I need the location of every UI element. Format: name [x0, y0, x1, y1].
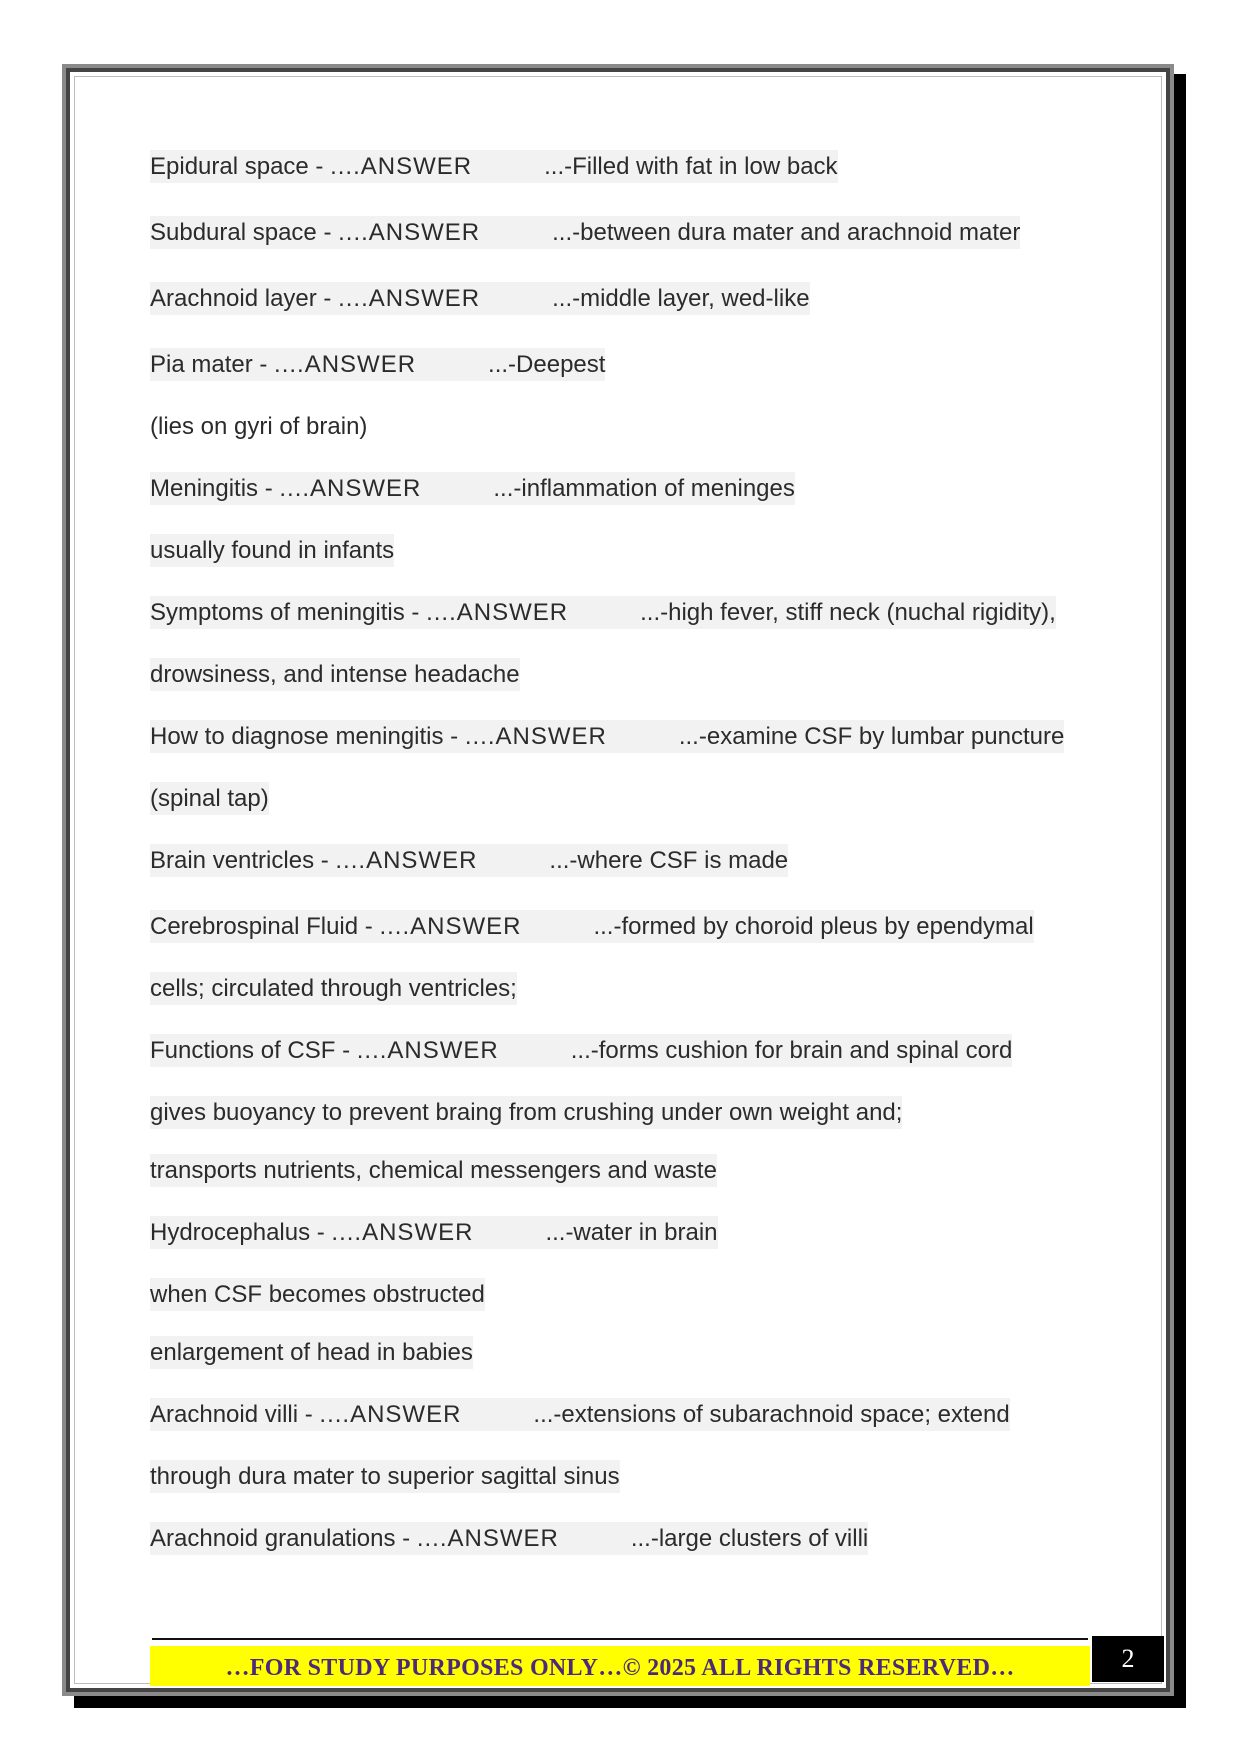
qa-entry [150, 910, 1034, 943]
footer-rule [152, 1638, 1088, 1640]
term: Arachnoid layer - [150, 285, 339, 312]
term: Functions of CSF - [150, 1037, 357, 1064]
definition: ...-middle layer, wed-like [552, 285, 810, 312]
continuation-line: (spinal tap) [150, 782, 269, 815]
definition: ...-examine CSF by lumbar puncture [678, 723, 1065, 750]
continuation-line: transports nutrients, chemical messengers and waste [150, 1154, 717, 1187]
term: Cerebrospinal Fluid - [150, 913, 380, 940]
continuation-line: drowsiness, and intense headache [150, 658, 520, 691]
answer-label: ....ANSWER [331, 1219, 474, 1246]
answer-label: ....ANSWER [426, 599, 569, 626]
definition: ...-high fever, stiff neck (nuchal rigidity), [640, 599, 1056, 626]
term: Symptoms of meningitis - [150, 599, 427, 626]
page-number: 2 [1121, 1644, 1135, 1673]
answer-label: ....ANSWER [335, 847, 478, 874]
continuation-line: cells; circulated through ventricles; [150, 972, 517, 1005]
definition: ...-between dura mater and arachnoid mater [552, 219, 1021, 246]
footer-text: …FOR STUDY PURPOSES ONLY…© 2025 ALL RIGHTS RESERVED… [225, 1655, 1015, 1681]
qa-entry [150, 1398, 1010, 1431]
answer-label: ....ANSWER [319, 1401, 462, 1428]
answer-label: ....ANSWER [464, 723, 607, 750]
definition: ...-large clusters of villi [630, 1525, 869, 1552]
definition: ...-forms cushion for brain and spinal cord [570, 1037, 1013, 1064]
term: Meningitis - [150, 475, 280, 502]
qa-entry [150, 1034, 1012, 1067]
term: Subdural space - [150, 219, 339, 246]
definition: ...-water in brain [545, 1219, 718, 1246]
continuation-line: (lies on gyri of brain) [150, 413, 368, 440]
qa-entry [150, 282, 810, 315]
continuation-line: usually found in infants [150, 534, 394, 567]
answer-label: ....ANSWER [338, 285, 481, 312]
qa-entry [150, 1522, 868, 1555]
definition: ...-extensions of subarachnoid space; extend [533, 1401, 1010, 1428]
definition: ...-Deepest [488, 351, 606, 378]
qa-entry [150, 150, 838, 183]
answer-label: ....ANSWER [330, 153, 473, 180]
qa-entry [150, 1216, 718, 1249]
term: How to diagnose meningitis - [150, 723, 465, 750]
answer-label: ....ANSWER [379, 913, 522, 940]
answer-label: ....ANSWER [274, 351, 417, 378]
qa-entry [150, 720, 1064, 753]
term: Pia mater - [150, 351, 275, 378]
continuation-line: enlargement of head in babies [150, 1336, 473, 1369]
qa-entry [150, 348, 605, 381]
term: Epidural space - [150, 153, 331, 180]
term: Brain ventricles - [150, 847, 336, 874]
continuation-line: gives buoyancy to prevent braing from crushing under own weight and; [150, 1096, 902, 1129]
answer-label: ....ANSWER [279, 475, 422, 502]
definition: ...-inflammation of meninges [493, 475, 795, 502]
definition: ...-where CSF is made [549, 847, 789, 874]
term: Arachnoid villi - [150, 1401, 320, 1428]
term: Arachnoid granulations - [150, 1525, 417, 1552]
definition: ...-Filled with fat in low back [544, 153, 838, 180]
term: Hydrocephalus - [150, 1219, 332, 1246]
answer-label: ....ANSWER [356, 1037, 499, 1064]
answer-label: ....ANSWER [416, 1525, 559, 1552]
definition: ...-formed by choroid pleus by ependymal [593, 913, 1034, 940]
answer-label: ....ANSWER [338, 219, 481, 246]
continuation-line: when CSF becomes obstructed [150, 1278, 485, 1311]
qa-entry [150, 216, 1020, 249]
page-frame-inner-border [74, 76, 1162, 1684]
qa-entry [150, 596, 1056, 629]
continuation-line: through dura mater to superior sagittal sinus [150, 1460, 620, 1493]
qa-entry [150, 844, 788, 877]
qa-entry [150, 472, 795, 505]
